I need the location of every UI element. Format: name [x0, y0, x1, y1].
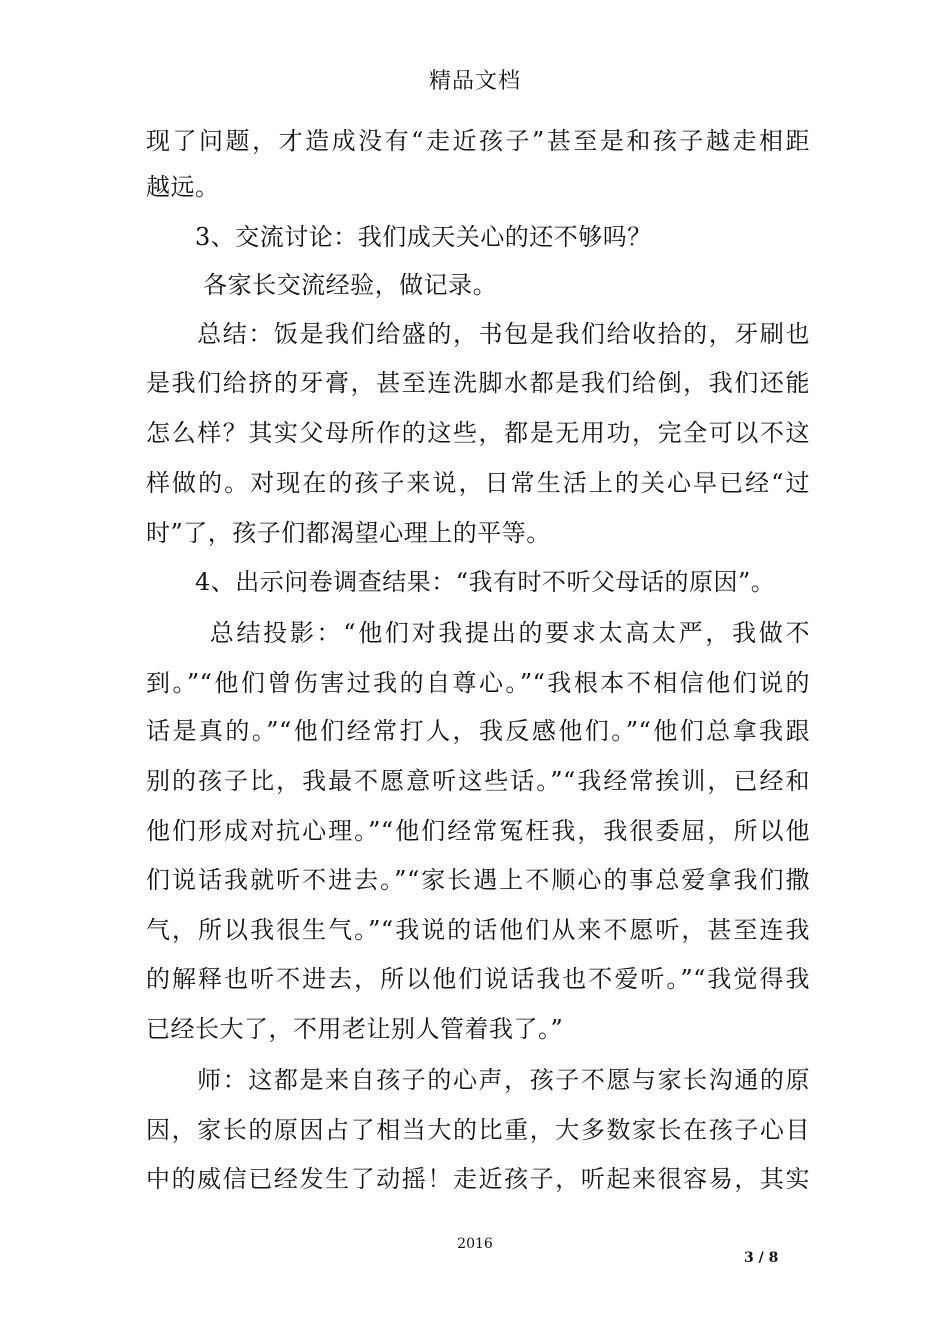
body-line: 怎么样？其实父母所作的这些，都是无用功，完全可以不这 [146, 419, 810, 447]
footer-year: 2016 [457, 1236, 493, 1252]
body-line: 总结投影：“他们对我提出的要求太高太严，我做不 [146, 619, 810, 647]
body-line: 他们形成对抗心理。”“他们经常冤枉我，我很委屈，所以他 [146, 817, 810, 845]
body-line: 4、出示问卷调查结果：“我有时不听父母话的原因”。 [146, 568, 776, 596]
body-line: 各家长交流经验，做记录。 [146, 271, 498, 299]
body-line: 是我们给挤的牙膏，甚至连洗脚水都是我们给倒，我们还能 [146, 369, 810, 397]
body-line: 话是真的。”“他们经常打人，我反感他们。”“他们总拿我跟 [146, 717, 810, 745]
body-line: 因，家长的原因占了相当大的比重，大多数家长在孩子心目 [146, 1116, 810, 1144]
body-line: 总结：饭是我们给盛的，书包是我们给收拾的，牙刷也 [146, 320, 810, 348]
body-line: 气，所以我很生气。”“我说的话他们从来不愿听，甚至连我 [146, 916, 810, 944]
body-line: 的解释也听不进去，所以他们说话我也不爱听。”“我觉得我 [146, 965, 810, 993]
body-line: 现了问题，才造成没有“走近孩子”甚至是和孩子越走相距 [146, 127, 810, 155]
body-line: 别的孩子比，我最不愿意听这些话。”“我经常挨训，已经和 [146, 767, 810, 795]
body-line: 师：这都是来自孩子的心声，孩子不愿与家长沟通的原 [146, 1066, 810, 1094]
body-line: 3、交流讨论：我们成天关心的还不够吗？ [146, 223, 652, 251]
body-line: 时”了，孩子们都渴望心理上的平等。 [146, 519, 551, 547]
body-line: 们说话我就听不进去。”“家长遇上不顺心的事总爱拿我们撒 [146, 866, 810, 894]
body-line: 到。”“他们曾伤害过我的自尊心。”“我根本不相信他们说的 [146, 669, 810, 697]
body-line: 中的威信已经发生了动摇！走近孩子，听起来很容易，其实 [146, 1165, 810, 1193]
body-line: 已经长大了，不用老让别人管着我了。” [146, 1015, 564, 1043]
body-line: 越远。 [146, 173, 220, 201]
page-header: 精品文档 [428, 69, 521, 94]
body-line: 样做的。对现在的孩子来说，日常生活上的关心早已经“过 [146, 469, 810, 497]
page-number: 3 / 8 [744, 1250, 779, 1266]
